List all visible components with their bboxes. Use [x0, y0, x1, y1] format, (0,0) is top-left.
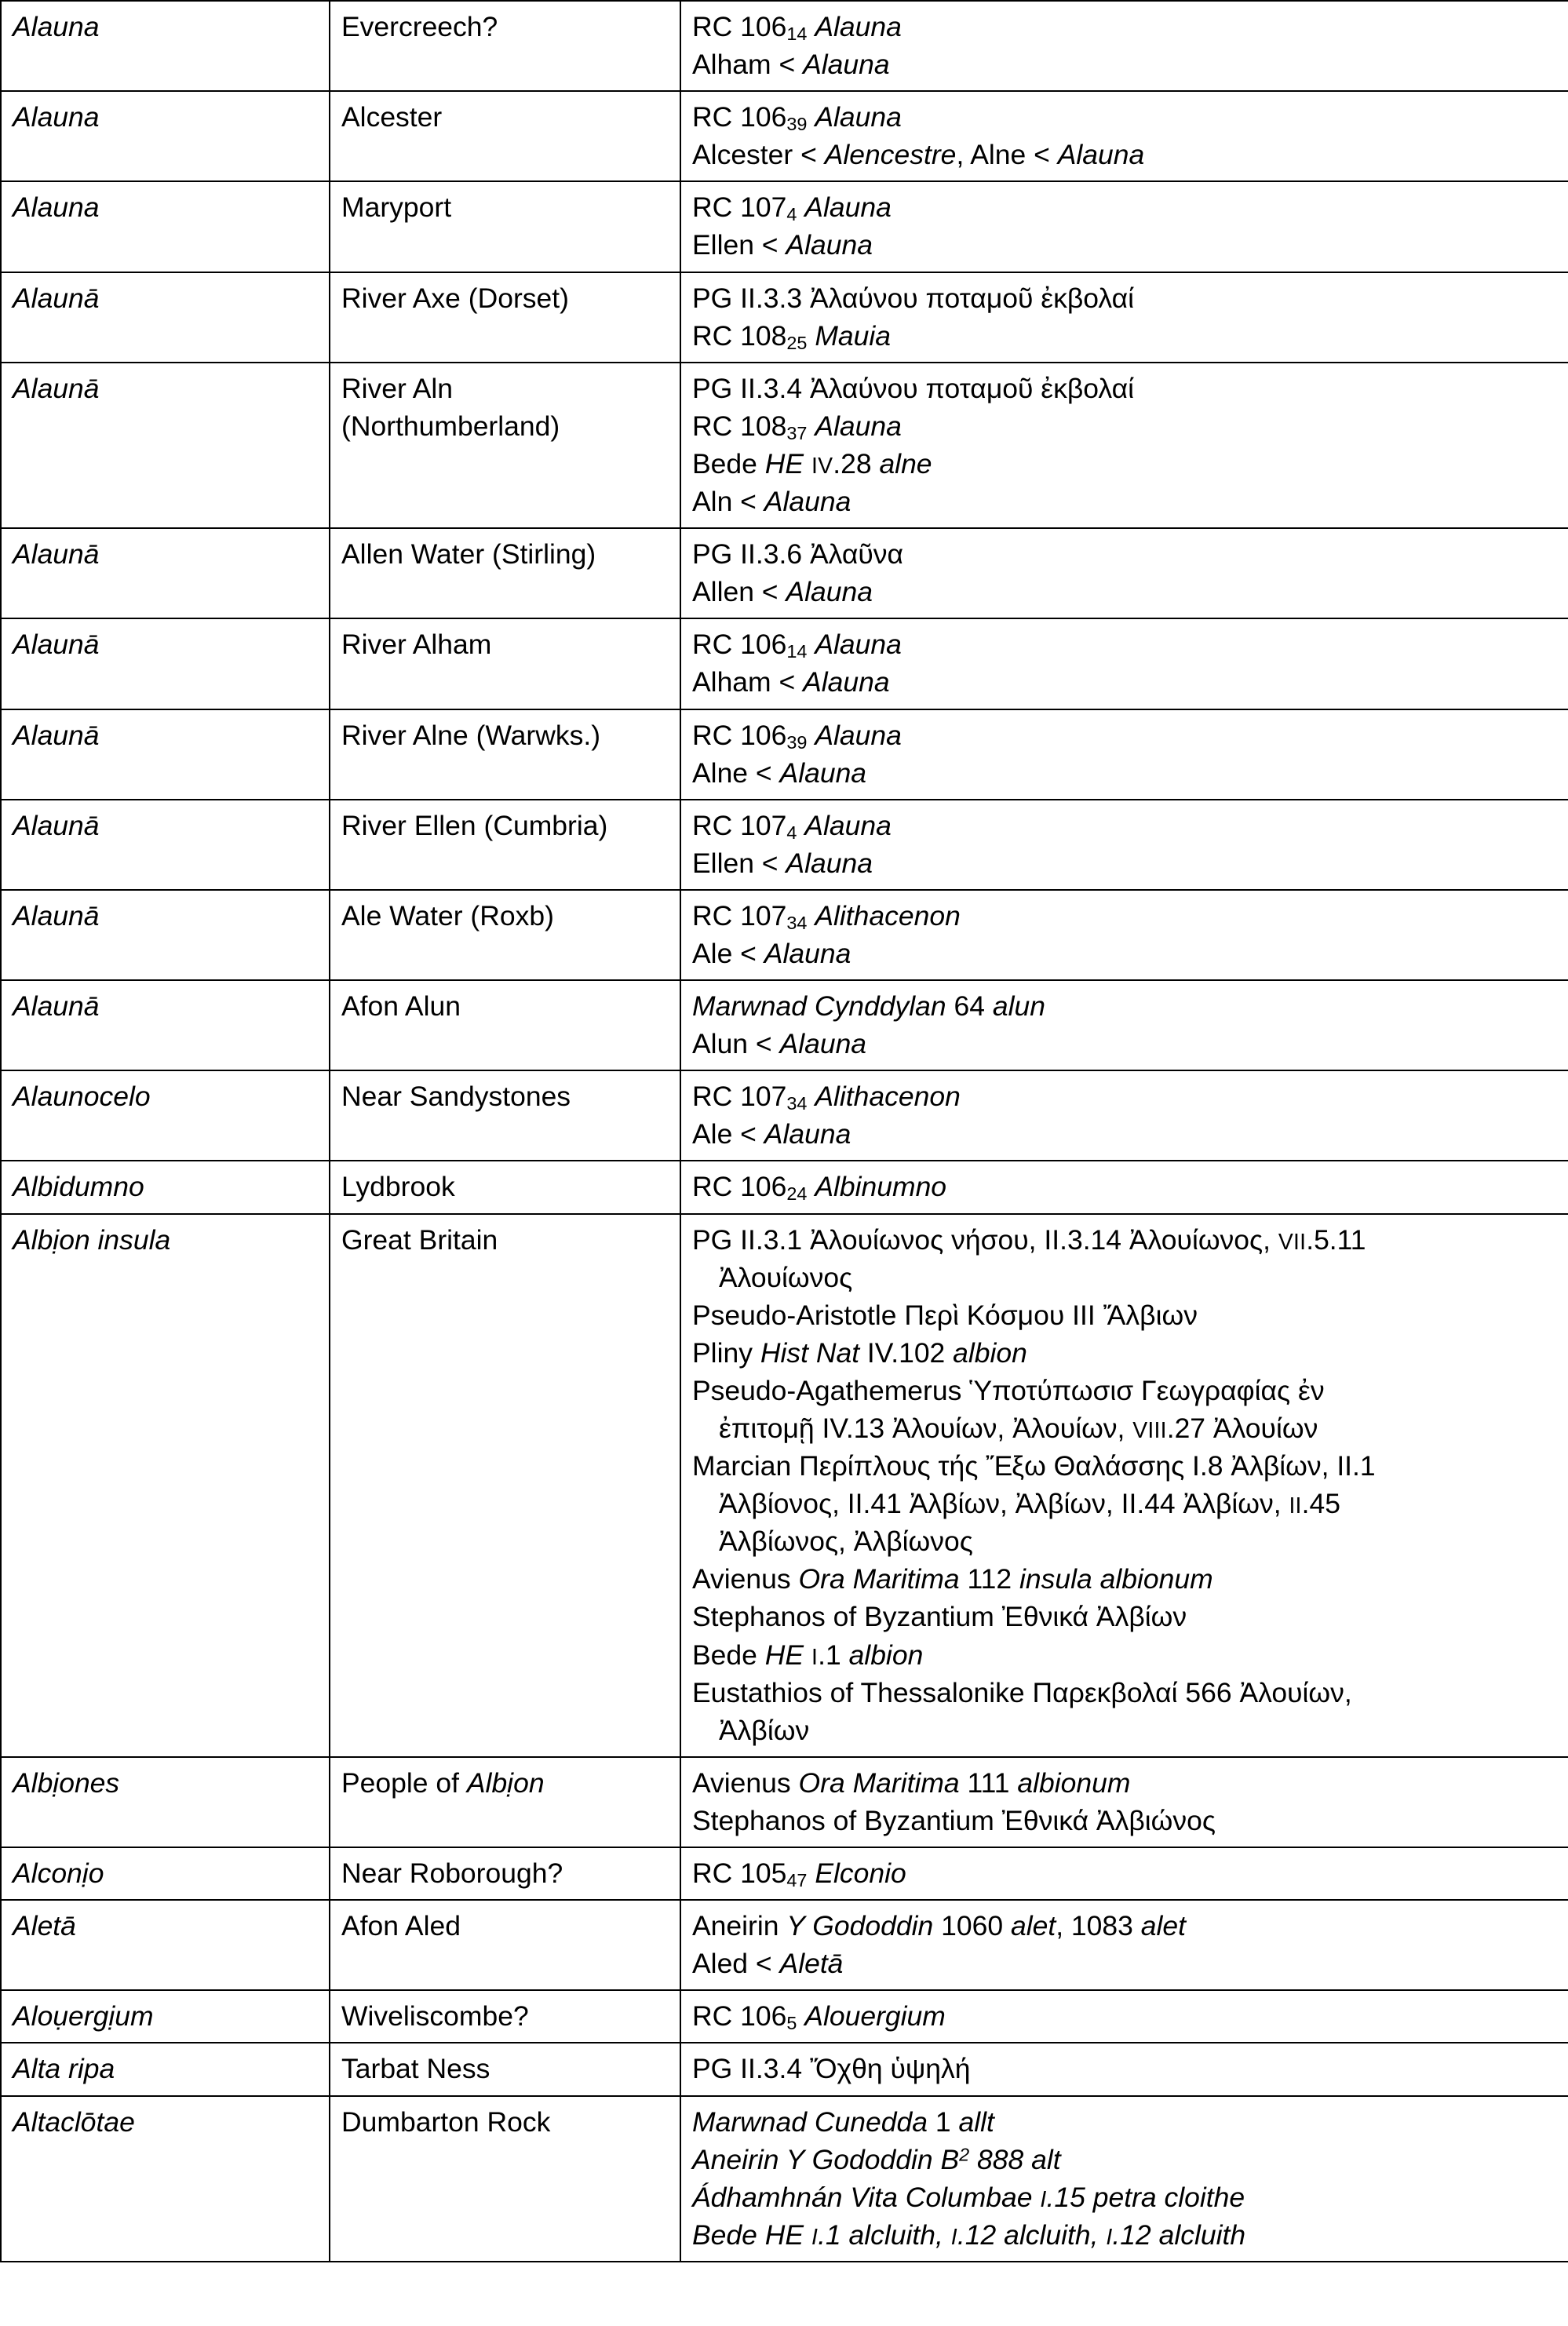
- cell-ancient-name: Alauna: [1, 1, 330, 91]
- table-row: [1, 1757, 1568, 1847]
- table-row: [1, 363, 1568, 528]
- cell-modern-location: Wiveliscombe?: [330, 1990, 680, 2043]
- table-row: [1, 91, 1568, 181]
- table-row: [1, 1900, 1568, 1990]
- cell-attestations: PG II.3.3 Ἀλαύνου ποταμοῦ ἐκβολαί RC $108_{25}$ Mauia: [680, 272, 1568, 363]
- cell-attestations: RC $106_{14}$ Alauna Alham < Alauna: [680, 618, 1568, 709]
- cell-attestations: RC $106_{39}$ Alauna Alcester < Alencestre, Alne < Alauna: [680, 91, 1568, 181]
- cell-modern-location: Maryport: [330, 181, 680, 272]
- cell-modern-location: Dumbarton Rock: [330, 2096, 680, 2262]
- cell-attestations: Aneirin Y Gododdin 1060 alet, 1083 alet Aled < Aletā: [680, 1900, 1568, 1990]
- table-row: [1, 1161, 1568, 1213]
- table-row: [1, 1214, 1568, 1757]
- table-row: [1, 1070, 1568, 1161]
- cell-attestations: Avienus Ora Maritima 111 albionum Stephanos of Byzantium Ἐθνικά Ἀλβιώνος: [680, 1757, 1568, 1847]
- cell-attestations: RC $107_{34}$ Alithacenon Ale < Alauna: [680, 890, 1568, 980]
- cell-ancient-name: Albidumno: [1, 1161, 330, 1213]
- table-row: [1, 800, 1568, 890]
- cell-attestations: RC $106_{14}$ Alauna Alham < Alauna: [680, 1, 1568, 91]
- cell-modern-location: Great Britain: [330, 1214, 680, 1757]
- cell-ancient-name: Alaunā: [1, 980, 330, 1070]
- table-row: [1, 1990, 1568, 2043]
- cell-modern-location: River Aln (Northumberland): [330, 363, 680, 528]
- cell-ancient-name: Alaunā: [1, 363, 330, 528]
- cell-attestations: PG II.3.4 Ὄχθη ὑψηλή: [680, 2043, 1568, 2095]
- table-row: [1, 2096, 1568, 2262]
- cell-attestations: RC $106_{24}$ Albinumno: [680, 1161, 1568, 1213]
- cell-attestations: RC $105_{47}$ Elconio: [680, 1847, 1568, 1900]
- table-row: [1, 2043, 1568, 2095]
- table-row: [1, 980, 1568, 1070]
- cell-ancient-name: Alaunā: [1, 800, 330, 890]
- cell-ancient-name: Alaunā: [1, 528, 330, 618]
- cell-ancient-name: Alaunā: [1, 272, 330, 363]
- cell-attestations: RC $107_{34}$ Alithacenon Ale < Alauna: [680, 1070, 1568, 1161]
- cell-modern-location: Afon Aled: [330, 1900, 680, 1990]
- cell-modern-location: River Axe (Dorset): [330, 272, 680, 363]
- table-row: [1, 272, 1568, 363]
- cell-ancient-name: Alaunā: [1, 618, 330, 709]
- cell-modern-location: River Alham: [330, 618, 680, 709]
- cell-modern-location: River Ellen (Cumbria): [330, 800, 680, 890]
- table-row: [1, 528, 1568, 618]
- cell-modern-location: Afon Alun: [330, 980, 680, 1070]
- cell-ancient-name: Albịones: [1, 1757, 330, 1847]
- cell-attestations: PG II.3.1 Ἀλουίωνος νήσου, II.3.14 Ἀλουίωνος, VII.5.11 Ἀλουίωνος Pseudo-Aristotle Περὶ Κόσμου III Ἄλβιων Pliny Hist Nat IV.102 albion Pseudo-Agathemerus Ὑποτύπωσισ Γεωγραφίας ἐν ἐπιτομῇ IV.13 Ἀλουίων, Ἀλουίων, VIII.27 Ἀλουίων Marcian Περίπλους τής Ἔξω Θαλάσσης I.8 Ἀλβίων, II.1 Ἀλβίονος, II.41 Ἀλβίων, Ἀλβίων, II.44 Ἀλβίων, II.45 Ἀλβίωνος, Ἀλβίωνος Avienus Ora Maritima 112 insula albionum Stephanos of Byzantium Ἐθνικά Ἀλβίων Bede HE I.1 albion Eustathios of Thessalonike Παρεκβολαί 566 Ἀλουίων, Ἀλβίων: [680, 1214, 1568, 1757]
- cell-attestations: PG II.3.4 Ἀλαύνου ποταμοῦ ἐκβολαί RC $108_{37}$ Alauna Bede HE IV.28 alne Aln < Alauna: [680, 363, 1568, 528]
- cell-modern-location: People of Albịon: [330, 1757, 680, 1847]
- cell-modern-location: River Alne (Warwks.): [330, 709, 680, 800]
- cell-attestations: PG II.3.6 Ἀλαῦνα Allen < Alauna: [680, 528, 1568, 618]
- cell-attestations: RC $106_5$ Alouergium: [680, 1990, 1568, 2043]
- cell-attestations: RC $107_4$ Alauna Ellen < Alauna: [680, 800, 1568, 890]
- cell-ancient-name: Alaunā: [1, 890, 330, 980]
- cell-modern-location: Near Roborough?: [330, 1847, 680, 1900]
- cell-ancient-name: Alconịo: [1, 1847, 330, 1900]
- cell-modern-location: Alcester: [330, 91, 680, 181]
- cell-attestations: RC $106_{39}$ Alauna Alne < Alauna: [680, 709, 1568, 800]
- table-row: [1, 618, 1568, 709]
- table-row: [1, 1, 1568, 91]
- cell-ancient-name: Alaunocelo: [1, 1070, 330, 1161]
- cell-attestations: Marwnad Cunedda 1 allt Aneirin Y Gododdin $B^2$ 888 alt Ádhamhnán Vita Columbae I.15 petra cloithe Bede HE I.1 alcluith, I.12 alcluith, I.12 alcluith: [680, 2096, 1568, 2262]
- table-row: [1, 709, 1568, 800]
- table-row: [1, 890, 1568, 980]
- cell-ancient-name: Albịon insula: [1, 1214, 330, 1757]
- cell-attestations: Marwnad Cynddylan 64 alun Alun < Alauna: [680, 980, 1568, 1070]
- cell-ancient-name: Alauna: [1, 91, 330, 181]
- cell-modern-location: Evercreech?: [330, 1, 680, 91]
- table-body: [1, 1, 1568, 2262]
- table-row: [1, 181, 1568, 272]
- cell-modern-location: Near Sandystones: [330, 1070, 680, 1161]
- cell-ancient-name: Alauna: [1, 181, 330, 272]
- cell-ancient-name: Aletā: [1, 1900, 330, 1990]
- table-row: [1, 1847, 1568, 1900]
- cell-ancient-name: Alta ripa: [1, 2043, 330, 2095]
- cell-ancient-name: Alaunā: [1, 709, 330, 800]
- cell-modern-location: Tarbat Ness: [330, 2043, 680, 2095]
- cell-attestations: RC $107_4$ Alauna Ellen < Alauna: [680, 181, 1568, 272]
- cell-modern-location: Ale Water (Roxb): [330, 890, 680, 980]
- cell-ancient-name: Altaclōtae: [1, 2096, 330, 2262]
- cell-modern-location: Lydbrook: [330, 1161, 680, 1213]
- cell-ancient-name: Aloụergịum: [1, 1990, 330, 2043]
- cell-modern-location: Allen Water (Stirling): [330, 528, 680, 618]
